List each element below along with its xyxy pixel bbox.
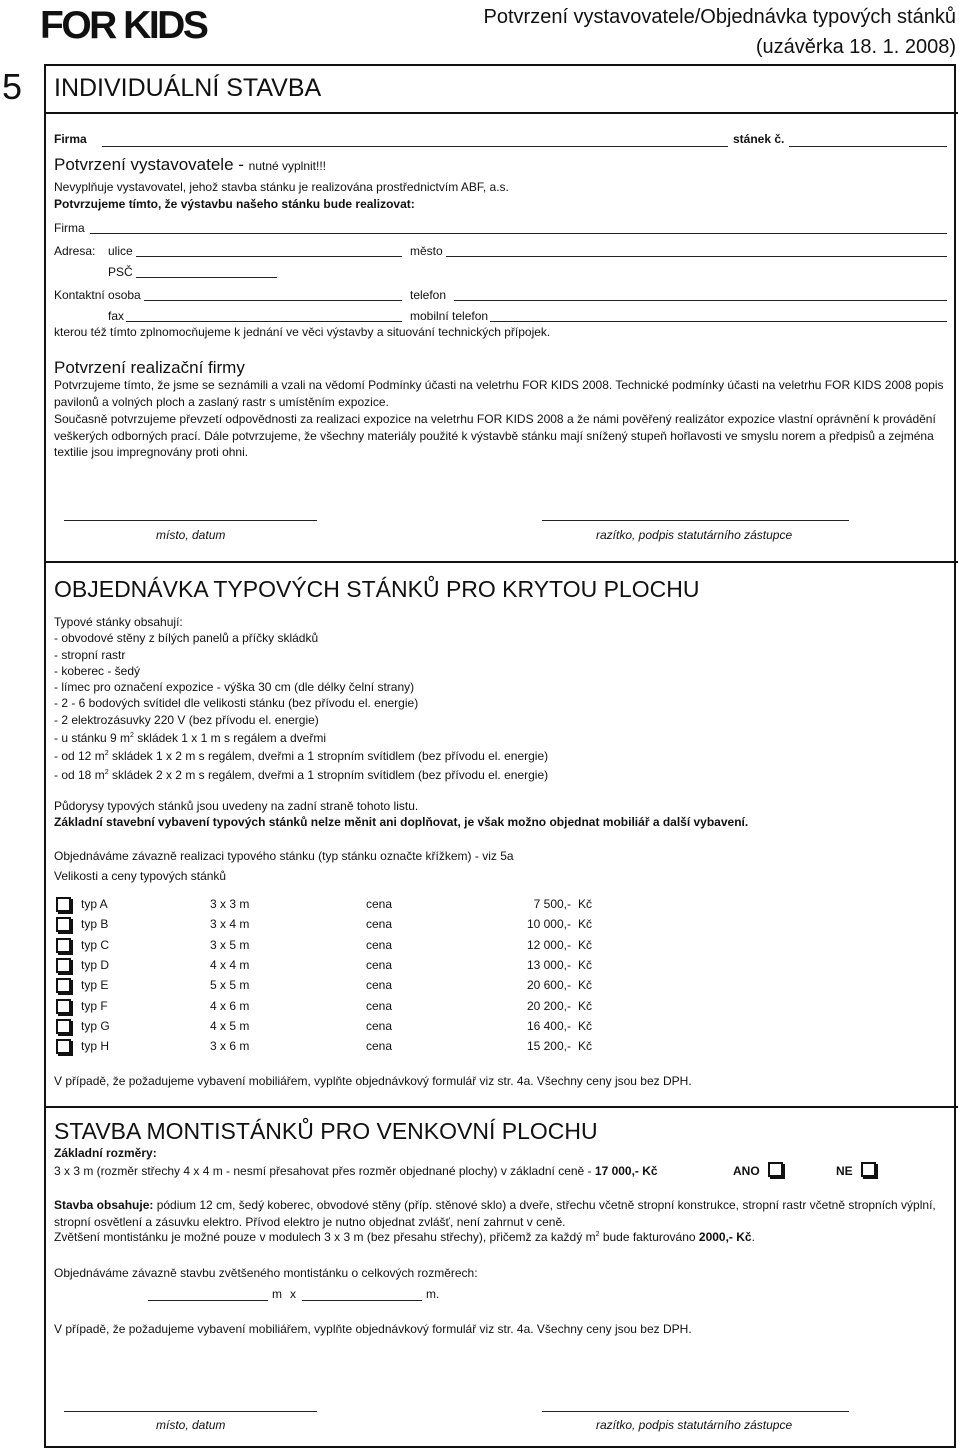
stand-checkbox[interactable] [56, 1039, 71, 1054]
include-item: - od 18 $m^2$ skládek 2 x 2 m s regálem, dveřmi a 1 stropním svítidlem (bez přívodu el. energie) [54, 767, 549, 782]
realization-para2: Současně potvrzujeme převzetí odpovědnosti za realizaci expozice na veletrhu FOR KIDS 2008 a že námi pověřený realizátor expozice vlastní oprávnění k provádění veškerých odborných prací. Dále potvrzujeme, že všechny materiály použité k výstavbě stánku mají snížený stupeň hořlavosti ve smyslu norem a předpisů a zejména textilie jsou impregnovány proti ohni. [54, 412, 936, 460]
sizes-label: Velikosti a ceny typových stánků [54, 869, 227, 883]
stand-type: typ G [81, 1018, 110, 1033]
stand-row [54, 895, 614, 915]
ulice-label: ulice [108, 244, 133, 258]
order-includes [54, 614, 548, 783]
logo: FOR KIDS [40, 4, 207, 47]
page-number: 5 [2, 66, 23, 107]
stand-checkbox[interactable] [56, 1019, 71, 1034]
place-date-line[interactable] [64, 520, 317, 521]
include-item: - koberec - šedý [54, 663, 141, 678]
stand-price: 16 400,- [526, 1018, 571, 1033]
stamp-line[interactable] [542, 520, 849, 521]
stand-row [54, 956, 614, 976]
furniture-note: V případě, že požadujeme vybavení mobiliářem, vyplňte objednávkový formulář viz str. 4a. Všechny ceny jsou bez DPH. [54, 1074, 692, 1088]
stand-row [54, 997, 614, 1017]
stand-cena-label: cena [366, 957, 393, 972]
include-item: - 2 elektrozásuvky 220 V (bez přívodu el. energie) [54, 712, 319, 727]
outdoor-title: STAVBA MONTISTÁNKŮ PRO VENKOVNÍ PLOCHU [54, 1118, 598, 1144]
include-item: - u stánku 9 $m^2$ skládek 1 x 1 m s regálem a dveřmi [54, 731, 327, 746]
stand-size: 3 x 5 m [210, 937, 250, 952]
include-item: - 2 - 6 bodových svítidel dle velikosti stánku (bez přívodu el. energie) [54, 696, 419, 711]
mobil-field[interactable] [490, 321, 947, 322]
stand-cena-label: cena [366, 1039, 393, 1054]
stand-type: typ C [81, 937, 110, 952]
stand-size: 4 x 6 m [210, 998, 250, 1013]
stand-size: 3 x 6 m [210, 1039, 250, 1054]
ne-label: NE [836, 1164, 853, 1178]
psc-field[interactable] [136, 277, 277, 278]
stand-currency: Kč [578, 998, 593, 1013]
stand-checkbox[interactable] [56, 978, 71, 993]
includes-label: Typové stánky obsahují: [54, 615, 183, 629]
stand-checkbox[interactable] [56, 897, 71, 912]
stand-checkbox[interactable] [56, 958, 71, 973]
ne-checkbox[interactable] [861, 1162, 876, 1177]
stand-price: 12 000,- [526, 937, 571, 952]
psc-label: PSČ [108, 265, 133, 279]
basic-label: Základní rozměry: [54, 1146, 157, 1160]
stand-size: 3 x 4 m [210, 917, 250, 932]
stamp-line-2[interactable] [542, 1411, 849, 1412]
include-item: - stropní rastr [54, 647, 126, 662]
section-title: INDIVIDUÁLNÍ STAVBA [54, 74, 322, 102]
firma-field[interactable] [102, 146, 728, 147]
place-date-label: místo, datum [156, 528, 226, 542]
stand-currency: Kč [578, 1018, 593, 1033]
m-label: m [272, 1287, 282, 1301]
telefon-label: telefon [410, 288, 447, 302]
realization-para1: Potvrzujeme tímto, že jsme se seznámili a vzali na vědomí Podmínky účasti na veletrhu FOR KIDS 2008. Technické podmínky účasti na veletrhu FOR KIDS 2008 popis pavilonů a volných ploch a zaslaný rastr s umístěním expozice. [54, 378, 944, 409]
firma-label: Firma [54, 132, 87, 146]
exhibitor-title: Potvrzení vystavovatele - nutné vyplnit!!! [54, 155, 327, 174]
include-item: - obvodové stěny z bílých panelů a příčky skládků [54, 631, 319, 646]
order-title: OBJEDNÁVKA TYPOVÝCH STÁNKŮ PRO KRYTOU PLOCHU [54, 576, 700, 602]
include-item: - od 12 $m^2$ skládek 1 x 2 m s regálem, dveřmi a 1 stropním svítidlem (bez přívodu el. energie) [54, 749, 549, 764]
stand-row [54, 936, 614, 956]
stand-row [54, 1017, 614, 1037]
stand-size: 4 x 4 m [210, 957, 250, 972]
width-field[interactable] [148, 1300, 268, 1301]
kontakt-label: Kontaktní osoba [54, 288, 141, 302]
stand-cena-label: cena [366, 978, 393, 993]
stand-size: 5 x 5 m [210, 978, 250, 993]
stand-size: 3 x 3 m [210, 897, 250, 911]
length-field[interactable] [302, 1300, 422, 1301]
stand-currency: Kč [578, 937, 593, 952]
ano-label: ANO [733, 1164, 760, 1178]
stand-currency: Kč [578, 897, 593, 911]
ulice-field[interactable] [136, 256, 402, 257]
basic-equipment-note: Základní stavební vybavení typových stánků nelze měnit ani doplňovat, je však možno objednat mobiliář a další vybavení. [54, 815, 749, 829]
stanek-field[interactable] [789, 146, 947, 147]
stand-currency: Kč [578, 1039, 593, 1054]
m-dot-label: m. [426, 1287, 440, 1301]
stand-row [54, 915, 614, 935]
stand-cena-label: cena [366, 998, 393, 1013]
stamp-label: razítko, podpis statutárního zástupce [596, 528, 793, 542]
stand-type: typ B [81, 917, 109, 932]
stand-price: 20 200,- [526, 998, 571, 1013]
stand-type: typ E [81, 978, 109, 993]
stand-cena-label: cena [366, 917, 393, 932]
exhibitor-firma-field[interactable] [90, 233, 947, 234]
include-item: - límec pro označení expozice - výška 30 cm (dle délky čelní strany) [54, 680, 415, 695]
header-title-line1: Potvrzení vystavovatele/Objednávka typových stánků [483, 6, 956, 28]
stand-price: 15 200,- [526, 1039, 571, 1054]
exhibitor-firma-label: Firma [54, 221, 85, 235]
stanek-label: stánek č. [733, 132, 785, 146]
stand-cena-label: cena [366, 1018, 393, 1033]
order-enlarged-text: Objednáváme závazně stavbu zvětšeného montistánku o celkových rozměrech: [54, 1266, 478, 1280]
adresa-label: Adresa: [54, 244, 96, 258]
stand-type: typ D [81, 957, 110, 972]
realization-title: Potvrzení realizační firmy [54, 358, 245, 377]
header-title [484, 2, 956, 62]
contains-text: Stavba obsahuje: pódium 12 cm, šedý koberec, obvodové stěny (příp. stěnové sklo) a dveře, střechu včetně stropní konstrukce, stropní rastr včetně stropních výplní, stropní osvětlení a zásuvku elektro. Přívod elektro je nutno objednat zvlášť, není zahrnut v ceně. [54, 1198, 936, 1229]
stand-currency: Kč [578, 957, 593, 972]
stand-checkbox[interactable] [56, 917, 71, 932]
order-text: Objednáváme závazně realizaci typového stánku (typ stánku označte křížkem) - viz 5a [54, 849, 514, 863]
stand-checkbox[interactable] [56, 938, 71, 953]
stand-row [54, 976, 614, 996]
stand-cena-label: cena [366, 937, 393, 952]
stand-price: 20 600,- [526, 978, 571, 993]
stand-price: 13 000,- [526, 957, 571, 972]
mesto-label: město [410, 244, 443, 258]
fax-label: fax [108, 309, 125, 323]
place-date-label-2: místo, datum [156, 1418, 226, 1432]
exhibitor-note: Nevyplňuje vystavovatel, jehož stavba stánku je realizována prostřednictvím ABF, a.s. [54, 180, 509, 194]
x-label: x [290, 1287, 296, 1301]
telefon-field[interactable] [454, 300, 947, 301]
stand-price: 10 000,- [526, 917, 571, 932]
kontakt-field[interactable] [144, 300, 402, 301]
stand-cena-label: cena [366, 897, 393, 911]
enlarge-text: Zvětšení montistánku je možné pouze v modulech 3 x 3 m (bez přesahu střechy), přičemž za každý $m^2$ bude fakturováno 2000,- Kč. [54, 1230, 755, 1244]
mesto-field[interactable] [446, 256, 947, 257]
exhibitor-confirm: Potvrzujeme tímto, že výstavbu našeho stánku bude realizovat: [54, 197, 415, 211]
authorization-text: kterou též tímto zplnomocňujeme k jednání ve věci výstavby a situování technických přípojek. [54, 325, 551, 339]
stand-currency: Kč [578, 978, 593, 993]
stand-checkbox[interactable] [56, 999, 71, 1014]
floorplans-note: Půdorysy typových stánků jsou uvedeny na zadní straně tohoto listu. [54, 799, 419, 813]
stamp-label-2: razítko, podpis statutárního zástupce [596, 1418, 793, 1432]
stand-type: typ A [81, 897, 108, 911]
ano-checkbox[interactable] [768, 1162, 783, 1177]
stand-price: 7 500,- [533, 897, 571, 911]
stand-row [54, 1037, 614, 1057]
mobil-label: mobilní telefon [410, 309, 489, 323]
stand-type: typ H [81, 1039, 110, 1054]
header-divider [44, 112, 958, 114]
outdoor-divider [44, 1106, 958, 1108]
header-title-line2: (uzávěrka 18. 1. 2008) [755, 36, 956, 58]
stand-type: typ F [81, 998, 108, 1013]
fax-field[interactable] [126, 321, 402, 322]
outdoor-furniture-note: V případě, že požadujeme vybavení mobiliářem, vyplňte objednávkový formulář viz str. 4a. Všechny ceny jsou bez DPH. [54, 1322, 692, 1336]
order-divider [44, 561, 958, 563]
stand-size: 4 x 5 m [210, 1018, 250, 1033]
place-date-line-2[interactable] [64, 1411, 317, 1412]
stand-currency: Kč [578, 917, 593, 932]
basic-text: 3 x 3 m (rozměr střechy 4 x 4 m - nesmí přesahovat přes rozměr objednané plochy) v základní ceně - 17 000,- Kč [54, 1164, 658, 1178]
